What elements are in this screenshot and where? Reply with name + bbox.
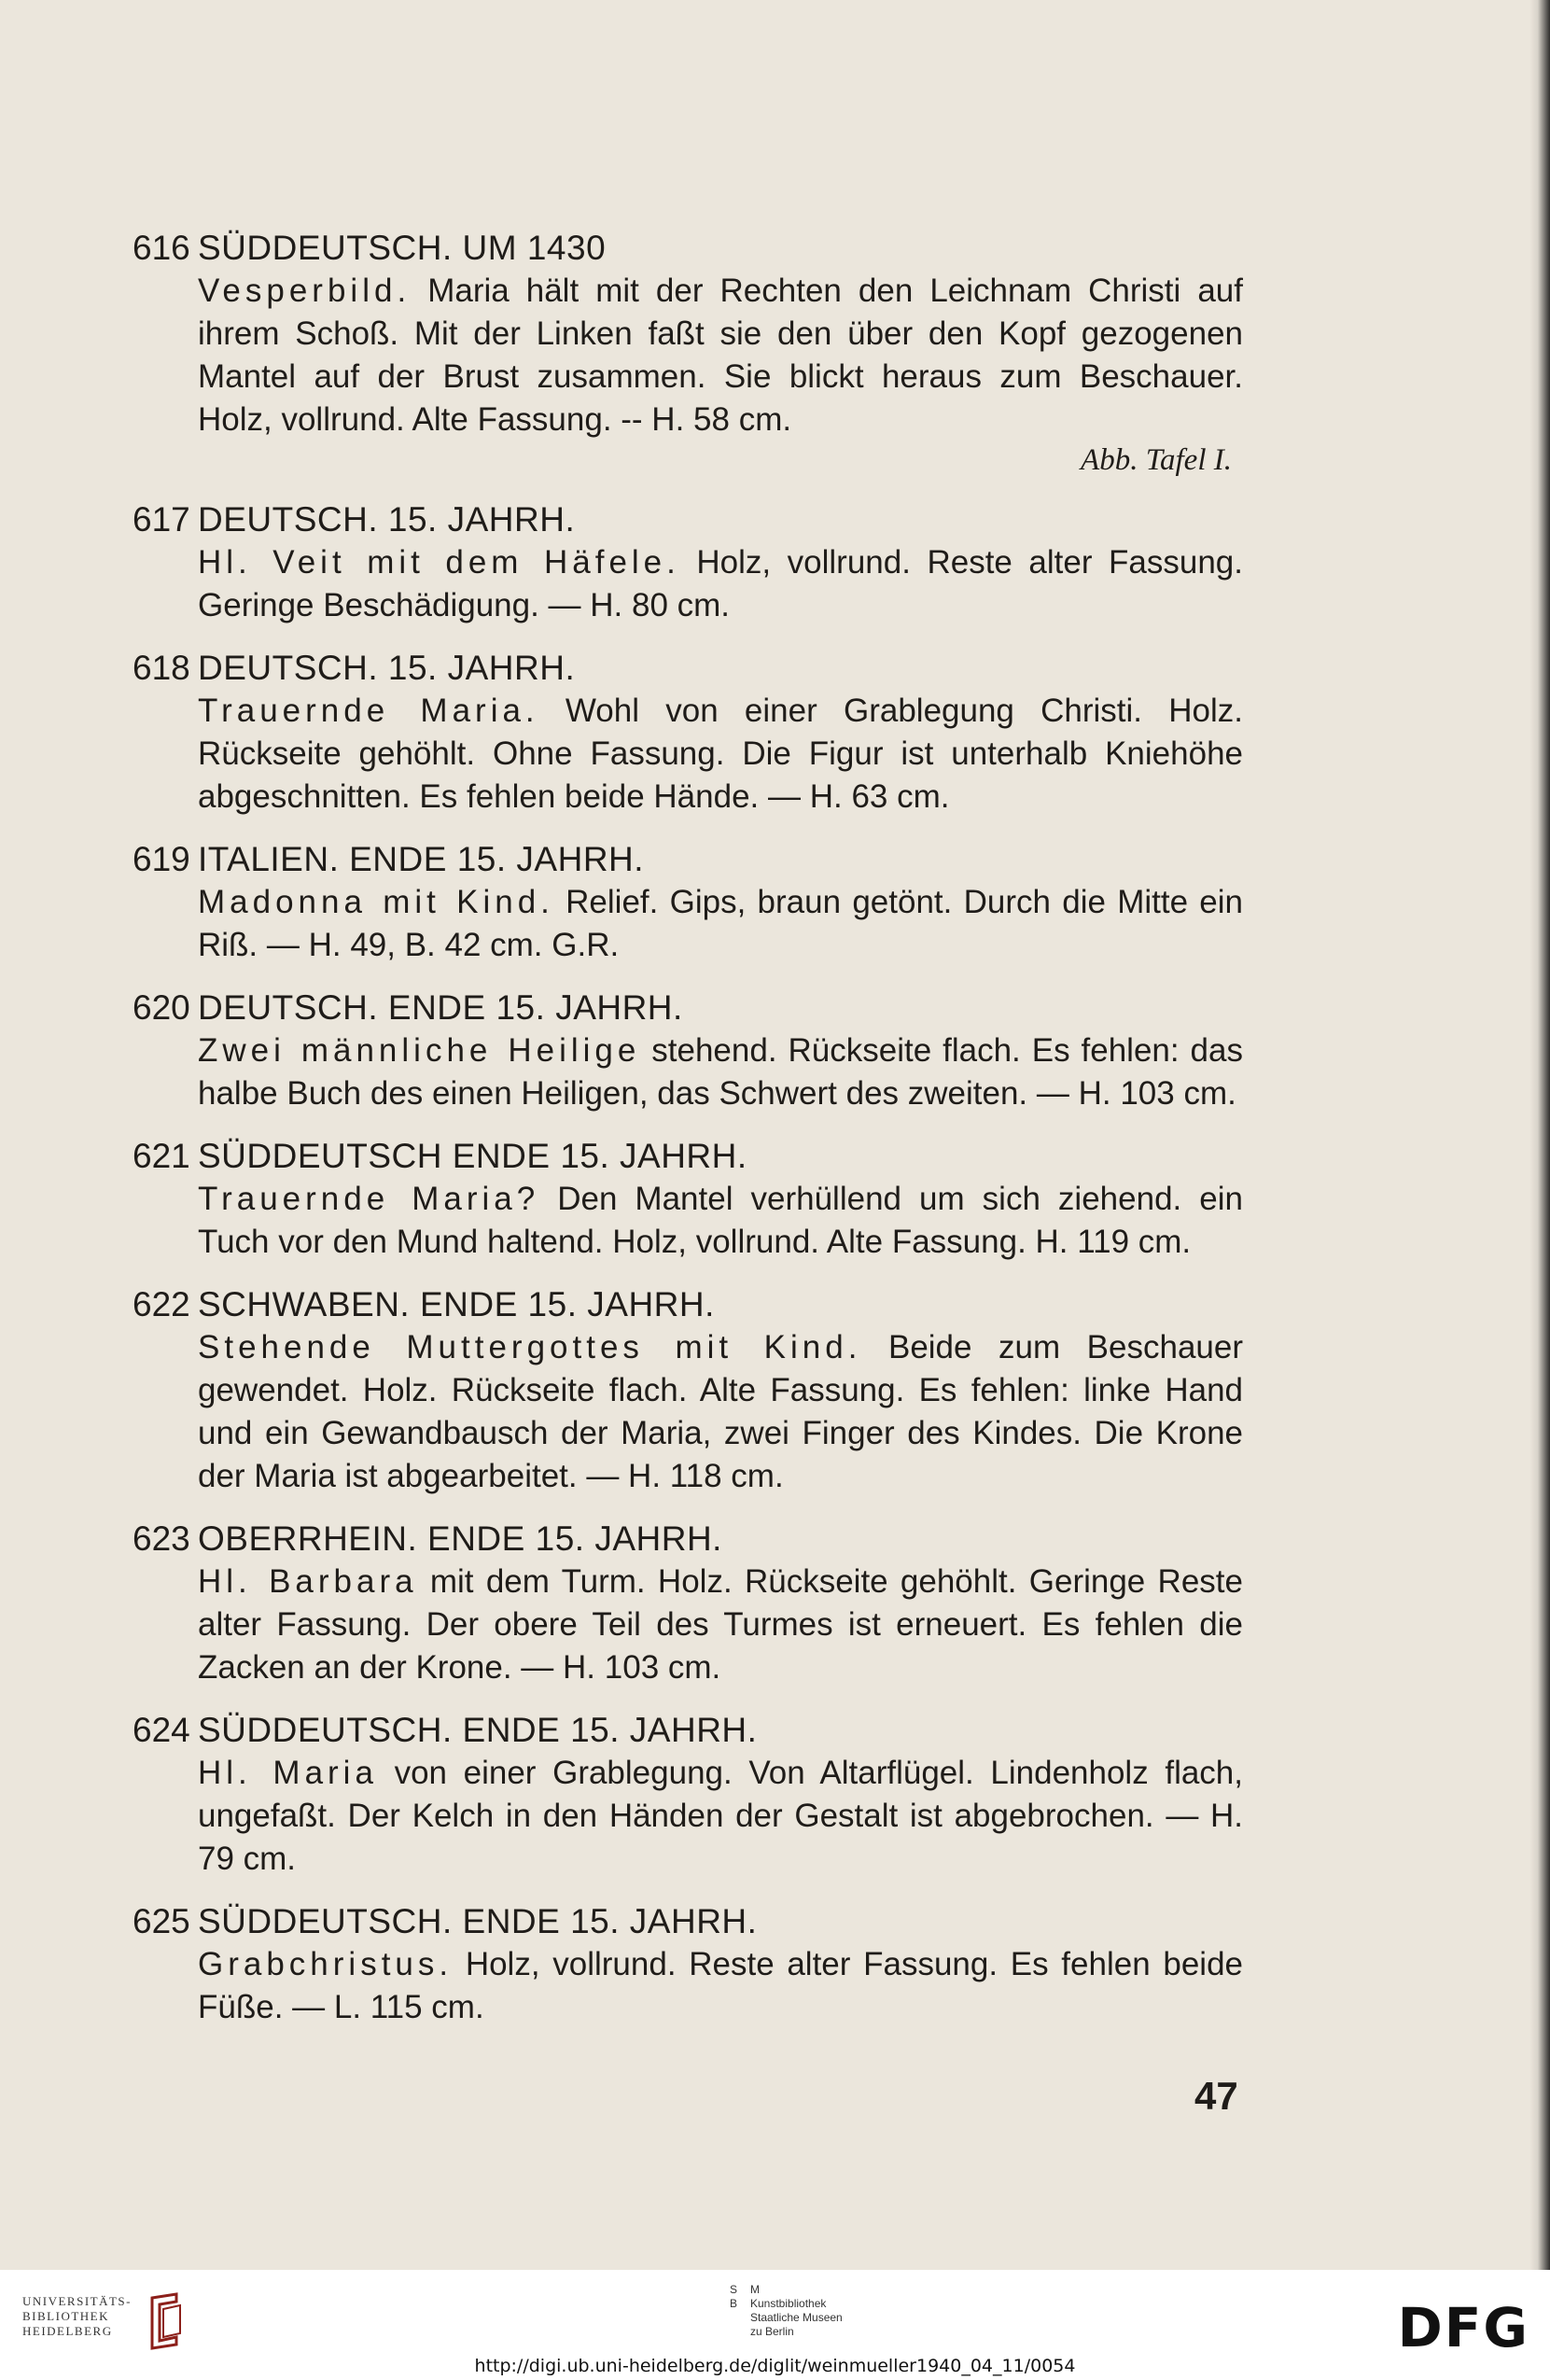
catalog-entry (133, 1134, 1252, 1264)
catalog-entry (133, 1517, 1252, 1689)
entry-text: Relief. Gips, braun getönt. Durch die Mitte ein Riß. — H. 49, B. 42 cm. G.R. (198, 884, 1243, 963)
entry-title: DEUTSCH. 15. JAHRH. (198, 649, 576, 687)
entry-title: SÜDDEUTSCH. UM 1430 (198, 229, 607, 267)
entry-heading (133, 1899, 1252, 1943)
page-edge-shadow (1529, 0, 1550, 2270)
entry-text: Wohl von einer Grablegung Christi. Holz. Rückseite gehöhlt. Ohne Fassung. Die Figur ist unterhalb Kniehöhe abgeschnitten. Es fehlen beide Hände. — H. 63 cm. (198, 693, 1244, 815)
logo-letter (730, 2311, 750, 2325)
catalog-entry (133, 837, 1252, 967)
entry-description (198, 541, 1243, 627)
entry-text: von einer Grablegung. Von Altarflügel. Lindenholz flach, ungefaßt. Der Kelch in den Händen der Gestalt ist abgebrochen. — H. 79 cm. (198, 1755, 1243, 1877)
dfg-logo[interactable]: DFG (1397, 2296, 1529, 2359)
entry-number: 619 (133, 840, 190, 878)
entry-subject: Hl. Maria (198, 1755, 378, 1791)
entry-heading (133, 1282, 1252, 1326)
permalink-url[interactable]: http://digi.ub.uni-heidelberg.de/diglit/weinmueller1940_04_11/0054 (474, 2356, 1076, 2376)
catalog-entries (133, 226, 1252, 2048)
plate-reference: Abb. Tafel I. (1081, 443, 1232, 477)
entry-heading (133, 1134, 1252, 1178)
entry-text: mit dem Turm. Holz. Rückseite gehöhlt. Geringe Reste alter Fassung. Der obere Teil des Turmes ist erneuert. Es fehlen die Zacken an der Krone. — H. 103 cm. (198, 1563, 1243, 1686)
entry-title: ITALIEN. ENDE 15. JAHRH. (198, 840, 645, 878)
entry-subject: Trauernde Maria. (198, 693, 539, 729)
entry-number: 617 (133, 500, 190, 539)
entry-title: DEUTSCH. 15. JAHRH. (198, 500, 576, 539)
library-name-line: UNIVERSITÄTS- (22, 2294, 132, 2308)
entry-heading (133, 986, 1252, 1029)
entry-title: SCHWABEN. ENDE 15. JAHRH. (198, 1285, 715, 1323)
entry-heading (133, 1708, 1252, 1752)
entry-subject: Hl. Barbara (198, 1563, 418, 1600)
entry-description (198, 1178, 1243, 1264)
entry-subject: Vesperbild. (198, 273, 412, 309)
entry-description (198, 1326, 1243, 1498)
entry-text: Maria hält mit der Rechten den Leichnam Christi auf ihrem Schoß. Mit der Linken faßt sie den über den Kopf gezogenen Mantel auf der Brust zusammen. Sie blickt heraus zum Beschauer. Holz, vollrund. Alte Fassung. -- H. 58 cm. (198, 273, 1243, 438)
entry-text: Holz, vollrund. Reste alter Fassung. Geringe Beschädigung. — H. 80 cm. (198, 544, 1243, 623)
entry-heading (133, 1517, 1252, 1561)
footer-bar (0, 2270, 1550, 2380)
logo-text: Kunstbibliothek (750, 2297, 827, 2310)
entry-description (198, 1561, 1243, 1689)
logo-letter (730, 2325, 750, 2339)
university-library-logo[interactable] (22, 2294, 191, 2350)
page-number: 47 (1194, 2074, 1238, 2118)
entry-number: 623 (133, 1519, 190, 1558)
library-name (22, 2294, 132, 2339)
library-name-line: BIBLIOTHEK (22, 2309, 109, 2323)
entry-title: SÜDDEUTSCH. ENDE 15. JAHRH. (198, 1711, 758, 1749)
entry-heading (133, 226, 1252, 270)
entry-number: 625 (133, 1902, 190, 1940)
entry-subject: Madonna mit Kind. (198, 884, 554, 920)
catalog-entry (133, 1282, 1252, 1498)
logo-letter: S (730, 2283, 738, 2296)
catalog-entry (133, 986, 1252, 1115)
entry-number: 621 (133, 1137, 190, 1175)
entry-subject: Grabchristus. (198, 1946, 454, 1982)
entry-description (198, 1943, 1243, 2029)
entry-title: OBERRHEIN. ENDE 15. JAHRH. (198, 1519, 722, 1558)
entry-title: DEUTSCH. ENDE 15. JAHRH. (198, 988, 683, 1027)
logo-text: zu Berlin (750, 2325, 794, 2338)
entry-subject: Stehende Muttergottes mit Kind. (198, 1329, 862, 1365)
logo-text: M (750, 2283, 760, 2296)
entry-heading (133, 837, 1252, 881)
catalog-entry (133, 1899, 1252, 2029)
entry-description (198, 270, 1243, 479)
entry-description (198, 881, 1243, 967)
entry-number: 624 (133, 1711, 190, 1749)
entry-subject: Trauernde Maria? (198, 1181, 540, 1217)
entry-number: 616 (133, 229, 190, 267)
entry-heading (133, 646, 1252, 690)
library-name-line: HEIDELBERG (22, 2324, 113, 2338)
entry-subject: Hl. Veit mit dem Häfele. (198, 544, 680, 581)
logo-text: Staatliche Museen (750, 2311, 843, 2324)
entry-text: stehend. Rückseite flach. Es fehlen: das halbe Buch des einen Heiligen, das Schwert des zweiten. — H. 103 cm. (198, 1032, 1243, 1112)
logo-letter: B (730, 2297, 738, 2310)
library-emblem-icon (139, 2290, 191, 2350)
catalog-entry (133, 226, 1252, 479)
entry-subject: Zwei männliche Heilige (198, 1032, 641, 1069)
entry-number: 622 (133, 1285, 190, 1323)
entry-description (198, 690, 1243, 819)
catalog-entry (133, 1708, 1252, 1881)
catalog-entry (133, 497, 1252, 627)
entry-description (198, 1029, 1243, 1115)
kunstbibliothek-logo[interactable] (730, 2283, 843, 2339)
entry-number: 618 (133, 649, 190, 687)
catalog-entry (133, 646, 1252, 819)
entry-heading (133, 497, 1252, 541)
entry-title: SÜDDEUTSCH ENDE 15. JAHRH. (198, 1137, 747, 1175)
entry-text: Den Mantel verhüllend um sich ziehend. ein Tuch vor den Mund haltend. Holz, vollrund. Alte Fassung. H. 119 cm. (198, 1181, 1243, 1260)
entry-text: Holz, vollrund. Reste alter Fassung. Es fehlen beide Füße. — L. 115 cm. (198, 1946, 1243, 2025)
entry-text: Beide zum Beschauer gewendet. Holz. Rückseite flach. Alte Fassung. Es fehlen: linke Hand und ein Gewandbausch der Maria, zwei Finger des Kindes. Die Krone der Maria ist abgearbeitet. — H. 118 cm. (198, 1329, 1244, 1494)
entry-description (198, 1752, 1243, 1881)
entry-number: 620 (133, 988, 190, 1027)
entry-title: SÜDDEUTSCH. ENDE 15. JAHRH. (198, 1902, 758, 1940)
